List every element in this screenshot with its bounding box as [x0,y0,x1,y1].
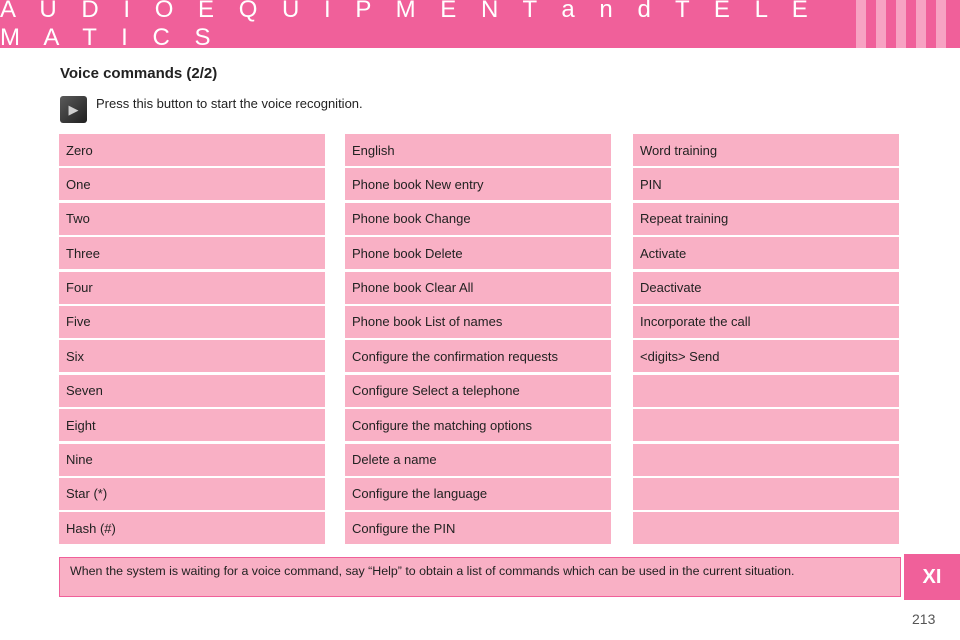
command-cell: One [59,168,325,200]
command-cell [633,375,899,407]
commands-column-numbers [59,134,325,547]
command-cell [633,409,899,441]
command-cell: Repeat training [633,203,899,235]
command-cell: Phone book New entry [345,168,611,200]
voice-button-icon: ▶ [60,96,87,123]
help-note: When the system is waiting for a voice command, say “Help” to obtain a list of commands which can be used in the current situation. [59,557,901,597]
page-number: 213 [912,611,936,627]
command-cell: Phone book Delete [345,237,611,269]
command-cell: Zero [59,134,325,166]
command-cell: Configure the PIN [345,512,611,544]
command-cell: PIN [633,168,899,200]
command-cell: Word training [633,134,899,166]
command-cell: Eight [59,409,325,441]
command-cell: Activate [633,237,899,269]
page-header [0,0,960,51]
command-cell: Four [59,272,325,304]
header-stripe [876,0,886,48]
header-title: A U D I O E Q U I P M E N T a n d T E L E M A T I C S [0,0,817,51]
command-cell: <digits> Send [633,340,899,372]
header-stripe [916,0,926,48]
command-cell: Configure the matching options [345,409,611,441]
command-cell: Deactivate [633,272,899,304]
chapter-tab: XI [904,554,960,600]
command-cell: Five [59,306,325,338]
header-stripe [896,0,906,48]
header-decoration [856,0,946,48]
command-cell: Configure the language [345,478,611,510]
command-cell: Hash (#) [59,512,325,544]
command-cell: Incorporate the call [633,306,899,338]
header-stripe [936,0,946,48]
command-cell: Nine [59,444,325,476]
command-cell: Configure the confirmation requests [345,340,611,372]
command-cell: Configure Select a telephone [345,375,611,407]
command-cell [633,512,899,544]
commands-column-phonebook [345,134,611,547]
command-cell: English [345,134,611,166]
command-cell: Six [59,340,325,372]
command-cell: Delete a name [345,444,611,476]
command-cell: Two [59,203,325,235]
command-cell: Seven [59,375,325,407]
command-cell: Phone book Change [345,203,611,235]
command-cell: Phone book Clear All [345,272,611,304]
intro-text: Press this button to start the voice recognition. [96,96,363,111]
command-cell: Three [59,237,325,269]
command-cell: Star (*) [59,478,325,510]
command-cell: Phone book List of names [345,306,611,338]
commands-column-training [633,134,899,547]
command-cell [633,478,899,510]
command-cell [633,444,899,476]
header-stripe [856,0,866,48]
section-title: Voice commands (2/2) [60,65,218,82]
